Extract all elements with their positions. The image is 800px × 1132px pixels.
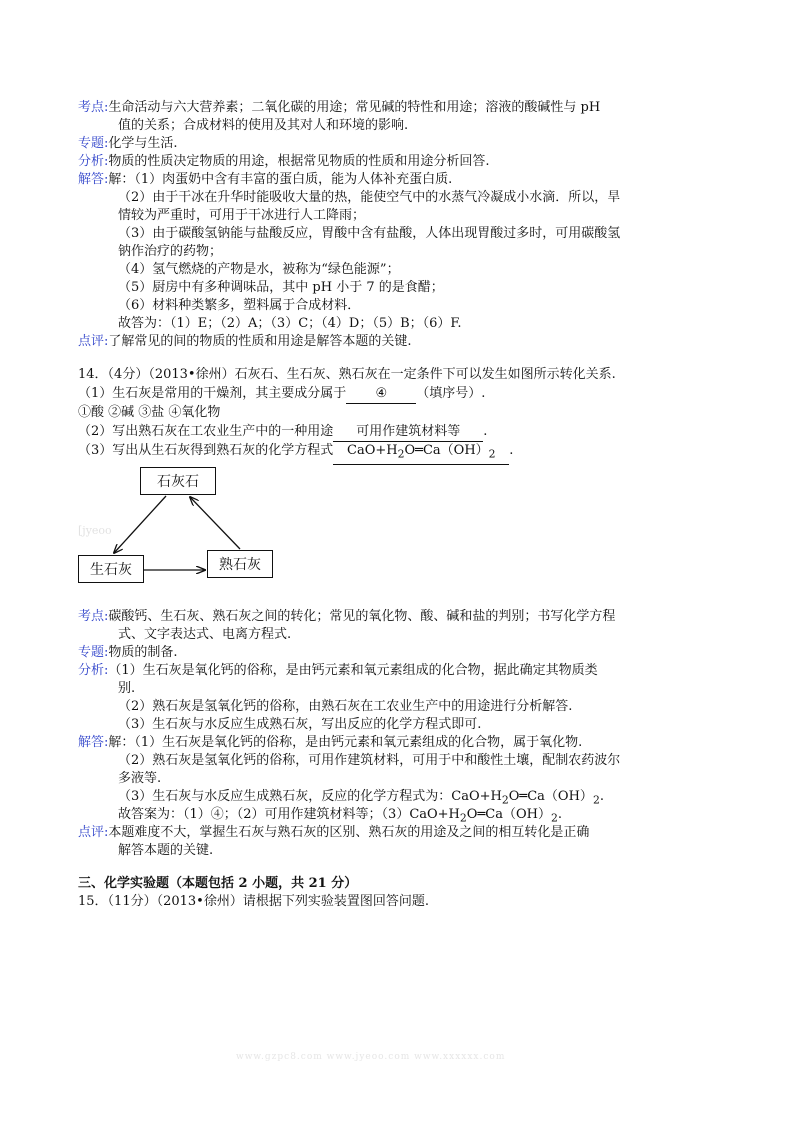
kaodian2-line-2: 式、文字表达式、电离方程式. bbox=[118, 627, 292, 642]
box-quicklime: 生石灰 bbox=[78, 555, 144, 583]
q15-stem: 15．（11分）（2013•徐州）请根据下列实验装置图回答问题. bbox=[78, 894, 429, 909]
dianping2-line-2: 解答本题的关键. bbox=[118, 843, 214, 858]
jieda2-label: 解答: bbox=[78, 735, 109, 750]
q14-sub3-eq-a: CaO+H bbox=[347, 443, 398, 458]
jieda2-line-4-c: O═Ca（OH） bbox=[508, 789, 593, 804]
jieda-text: 解：（1）肉蛋奶中含有丰富的蛋白质，能为人体补充蛋白质. bbox=[108, 172, 453, 187]
kaodian-line-2: 值的关系；合成材料的使用及其对人和环境的影响. bbox=[118, 118, 409, 133]
jieda-line-6: （4）氢气燃烧的产物是水，被称为“绿色能源”； bbox=[118, 262, 400, 277]
fenxi-label: 分析: bbox=[78, 154, 109, 169]
q14-sub2-suffix: . bbox=[483, 424, 488, 439]
arrow-slaked-lime-to-limestone bbox=[190, 497, 240, 549]
q14-sub1-suffix: （填序号）. bbox=[416, 386, 486, 401]
jieda-line-2: （2）由于干冰在升华时能吸收大量的热，能使空气中的水蒸气冷凝成小水滴．所以，旱 bbox=[118, 190, 621, 205]
q14-sub2-prompt: （2）写出熟石灰在工农业生产中的一种用途 bbox=[78, 424, 334, 439]
fenxi2-line-1 bbox=[78, 662, 598, 680]
kaodian2-text: 碳酸钙、生石灰、熟石灰之间的转化；常见的氧化物、酸、碱和盐的判别；书写化学方程 bbox=[108, 609, 616, 624]
jieda-line-3: 情较为严重时，可用于干冰进行人工降雨； bbox=[118, 208, 366, 223]
jieda-line-8: （6）材料种类繁多，塑料属于合成材料． bbox=[118, 298, 361, 313]
q14-sub3-eq-d: 2 bbox=[488, 447, 496, 461]
q14-sub3-prompt: （3）写出从生石灰得到熟石灰的化学方程式 bbox=[78, 443, 334, 458]
q14-sub3-suffix: . bbox=[509, 443, 514, 458]
fenxi2-text: （1）生石灰是氧化钙的俗称，是由钙元素和氧元素组成的化合物，据此确定其物质类 bbox=[108, 663, 598, 678]
kaodian-label: 考点: bbox=[78, 100, 109, 115]
arrow-limestone-to-quicklime bbox=[114, 496, 166, 553]
jieda2-line-5-d: 2 bbox=[550, 811, 558, 825]
zhuanti2-label: 专题: bbox=[78, 645, 109, 660]
zhuanti-label: 专题: bbox=[78, 136, 109, 151]
zhuanti2-text: 物质的制备. bbox=[108, 645, 178, 660]
kaodian-text: 生命活动与六大营养素；二氧化碳的用途；常见碱的特性和用途；溶液的酸碱性与 pH bbox=[108, 100, 601, 115]
jieda-line-9: 故答为：（1）E；（2）A；（3）C；（4）D；（5）B；（6）F. bbox=[118, 316, 462, 331]
faint-mark: [jyeoo bbox=[78, 524, 112, 537]
dianping2-label: 点评: bbox=[78, 825, 109, 840]
zhuanti-text: 化学与生活. bbox=[108, 136, 178, 151]
jieda2-line-3: 多液等. bbox=[118, 771, 162, 786]
q14-sub2-answer: 可用作建筑材料等 bbox=[333, 423, 483, 442]
q14-sub3-eq-b: 2 bbox=[397, 447, 405, 461]
dianping-text: 了解常见的间的物质的性质和用途是解答本题的关键. bbox=[108, 334, 412, 349]
jieda2-line-2: （2）熟石灰是氢氧化钙的俗称，可用作建筑材料，可用于中和酸性土壤，配制农药波尔 bbox=[118, 753, 621, 768]
jieda-line-5: 钠作治疗的药物； bbox=[118, 244, 223, 259]
fenxi2-line-4: （3）生石灰与水反应生成熟石灰，写出反应的化学方程式即可. bbox=[118, 717, 482, 732]
fenxi-text: 物质的性质决定物质的用途，根据常见物质的性质和用途分析回答. bbox=[108, 154, 490, 169]
jieda2-line-5-b: 2 bbox=[459, 811, 467, 825]
q14-sub1-prompt: （1）生石灰是常用的干燥剂，其主要成分属于 bbox=[78, 386, 347, 401]
dianping2-line-1 bbox=[78, 824, 589, 842]
jieda2-line-5-e: . bbox=[557, 807, 563, 822]
box-limestone: 石灰石 bbox=[140, 467, 216, 495]
box-slaked-lime: 熟石灰 bbox=[207, 550, 273, 578]
dianping2-text: 本题难度不大，掌握生石灰与熟石灰的区别、熟石灰的用途及之间的相互转化是正确 bbox=[108, 825, 590, 840]
jieda2-line-4-a: （3）生石灰与水反应生成熟石灰，反应的化学方程式为：CaO+H bbox=[118, 789, 502, 804]
fenxi2-line-2: 别. bbox=[118, 681, 136, 696]
section3-heading: 三、化学实验题（本题包括 2 小题，共 21 分） bbox=[78, 876, 358, 891]
jieda2-text: 解：（1）生石灰是氧化钙的俗称，是由钙元素和氧元素组成的化合物，属于氧化物. bbox=[108, 735, 583, 750]
zhuanti2-line bbox=[78, 644, 178, 662]
jieda2-line-5-a: 故答案为：（1）④；（2）可用作建筑材料等；（3）CaO+H bbox=[118, 807, 460, 822]
jieda2-line-4-b: 2 bbox=[501, 793, 509, 807]
jieda2-line-5-c: O═Ca（OH） bbox=[466, 807, 551, 822]
watermark: www.gzpc8.com www.jyeoo.com www.xxxxxx.com bbox=[236, 1052, 506, 1062]
kaodian2-label: 考点: bbox=[78, 609, 109, 624]
jieda2-line-4-e: . bbox=[599, 789, 604, 804]
q14-sub3-eq-c: O═Ca（OH） bbox=[404, 443, 489, 458]
fenxi2-label: 分析: bbox=[78, 663, 109, 678]
jieda-line-4: （3）由于碳酸氢钠能与盐酸反应，胃酸中含有盐酸，人体出现胃酸过多时，可用碳酸氢 bbox=[118, 226, 621, 241]
kaodian2-line-1 bbox=[78, 608, 615, 626]
jieda-label: 解答: bbox=[78, 172, 109, 187]
jieda2-line-1 bbox=[78, 734, 582, 752]
q14-options: ①酸 ②碱 ③盐 ④氧化物 bbox=[78, 405, 221, 420]
q14-stem: 14．（4分）（2013•徐州）石灰石、生石灰、熟石灰在一定条件下可以发生如图所示转化关系. bbox=[78, 367, 616, 382]
fenxi2-line-3: （2）熟石灰是氢氧化钙的俗称，由熟石灰在工农业生产中的用途进行分析解答. bbox=[118, 699, 573, 714]
jieda-line-7: （5）厨房中有多种调味品，其中 pH 小于 7 的是食醋； bbox=[118, 280, 444, 295]
dianping-label: 点评: bbox=[78, 334, 109, 349]
jieda2-line-4-d: 2 bbox=[592, 793, 600, 807]
q14-sub1-answer: ④ bbox=[346, 385, 416, 404]
